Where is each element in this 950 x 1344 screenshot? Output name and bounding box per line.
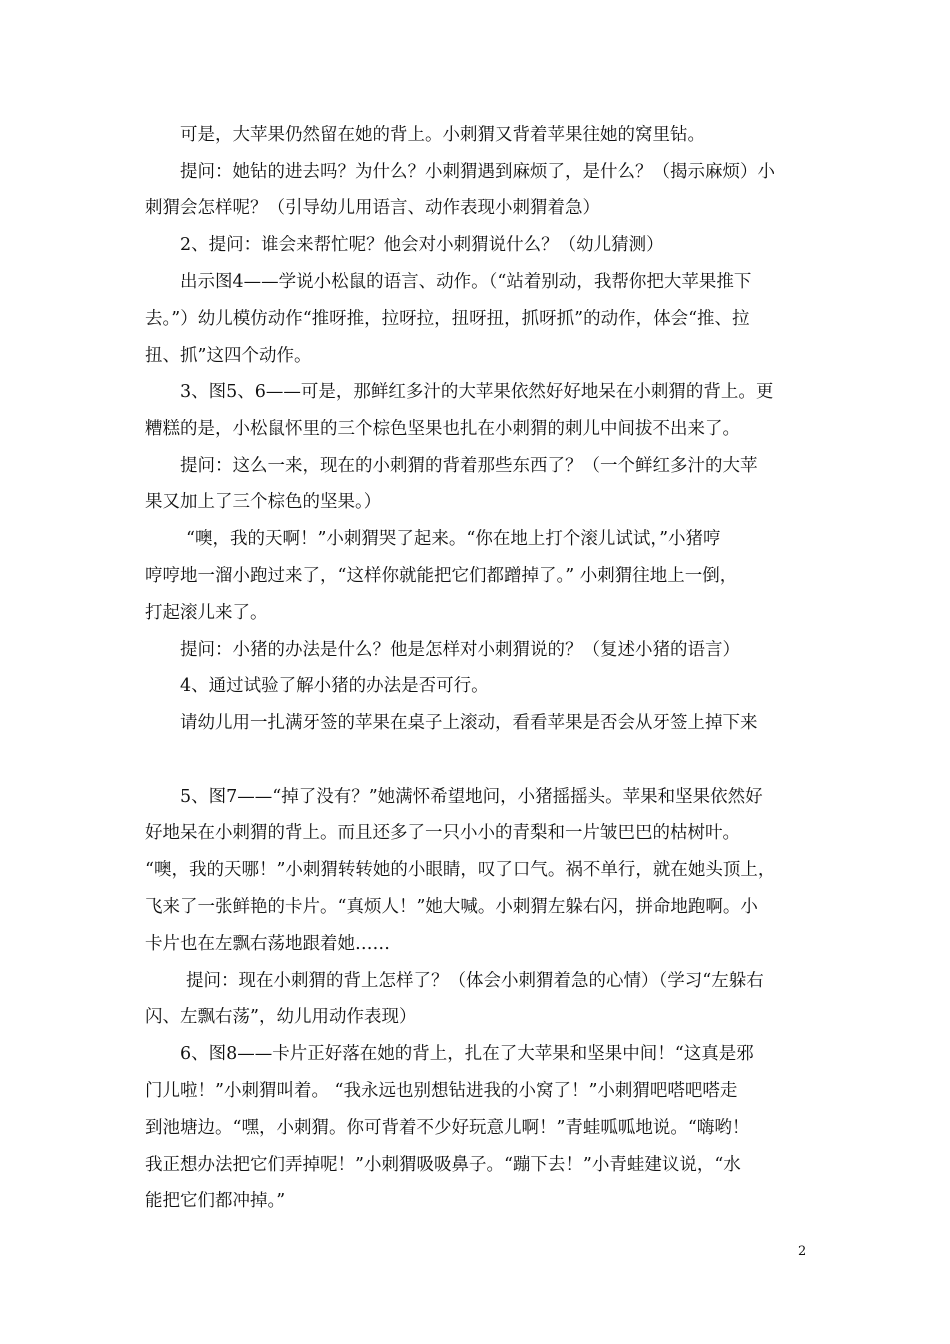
- text-line: 6、图8——卡片正好落在她的背上，扎在了大苹果和坚果中间！“这真是邪: [180, 1044, 754, 1064]
- text-line: 卡片也在左飘右荡地跟着她……: [145, 934, 390, 954]
- text-line: “噢，我的天哪！”小刺猬转转她的小眼睛，叹了口气。祸不单行，就在她头顶上，: [145, 860, 776, 880]
- text-line: 请幼儿用一扎满牙签的苹果在桌子上滚动，看看苹果是否会从牙签上掉下来: [180, 713, 758, 733]
- text-line: 提问：现在小刺猬的背上怎样了？（体会小刺猬着急的心情）（学习“左躲右: [186, 971, 764, 991]
- text-line: 4、通过试验了解小猪的办法是否可行。: [180, 676, 489, 696]
- text-line: 打起滚儿来了。: [145, 603, 268, 623]
- text-line: 3、图5、6——可是，那鲜红多汁的大苹果依然好好地呆在小刺猬的背上。更: [180, 382, 774, 402]
- text-line: 到池塘边。“嘿，小刺猬。你可背着不少好玩意儿啊！”青蛙呱呱地说。“嗨哟！: [145, 1118, 750, 1138]
- text-line: 去。”）幼儿模仿动作“推呀推，拉呀拉，扭呀扭，抓呀抓”的动作，体会“推、拉: [145, 309, 750, 329]
- text-line: 5、图7——“掉了没有？”她满怀希望地问，小猪摇摇头。苹果和坚果依然好: [180, 787, 763, 807]
- text-line: 2、提问：谁会来帮忙呢？他会对小刺猬说什么？（幼儿猜测）: [180, 235, 664, 255]
- text-line: 提问：她钻的进去吗？为什么？小刺猬遇到麻烦了，是什么？（揭示麻烦）小: [180, 162, 775, 182]
- text-line: 好地呆在小刺猬的背上。而且还多了一只小小的青梨和一片皱巴巴的枯树叶。: [145, 823, 740, 843]
- text-line: 哼哼地一溜小跑过来了，“这样你就能把它们都蹭掉了。” 小刺猬往地上一倒，: [145, 566, 738, 586]
- text-line: 门儿啦！”小刺猬叫着。 “我永远也别想钻进我的小窝了！”小刺猬吧嗒吧嗒走: [145, 1081, 738, 1101]
- text-line: 扭、抓”这四个动作。: [145, 346, 312, 366]
- text-line: 我正想办法把它们弄掉呢！”小刺猬吸吸鼻子。“蹦下去！”小青蛙建议说，“水: [145, 1155, 741, 1175]
- page-number: 2: [798, 1244, 807, 1259]
- text-line: 闪、左飘右荡”，幼儿用动作表现）: [145, 1007, 417, 1027]
- text-line: 提问：这么一来，现在的小刺猬的背着那些东西了？（一个鲜红多汁的大苹: [180, 456, 758, 476]
- text-line: “噢，我的天啊！”小刺猬哭了起来。“你在地上打个滚儿试试，”小猪哼: [186, 529, 721, 549]
- text-line: 果又加上了三个棕色的坚果。）: [145, 492, 382, 512]
- text-line: 能把它们都冲掉。”: [145, 1191, 286, 1211]
- text-line: 糟糕的是，小松鼠怀里的三个棕色坚果也扎在小刺猬的刺儿中间拔不出来了。: [145, 419, 740, 439]
- text-line: 出示图4——学说小松鼠的语言、动作。（“站着别动，我帮你把大苹果推下: [180, 272, 752, 292]
- text-line: 飞来了一张鲜艳的卡片。“真烦人！”她大喊。小刺猬左躲右闪，拼命地跑啊。小: [145, 897, 758, 917]
- text-line: 刺猬会怎样呢？（引导幼儿用语言、动作表现小刺猬着急）: [145, 198, 600, 218]
- text-line: 提问：小猪的办法是什么？他是怎样对小刺猬说的？（复述小猪的语言）: [180, 640, 740, 660]
- text-line: 可是，大苹果仍然留在她的背上。小刺猬又背着苹果往她的窝里钻。: [180, 125, 705, 145]
